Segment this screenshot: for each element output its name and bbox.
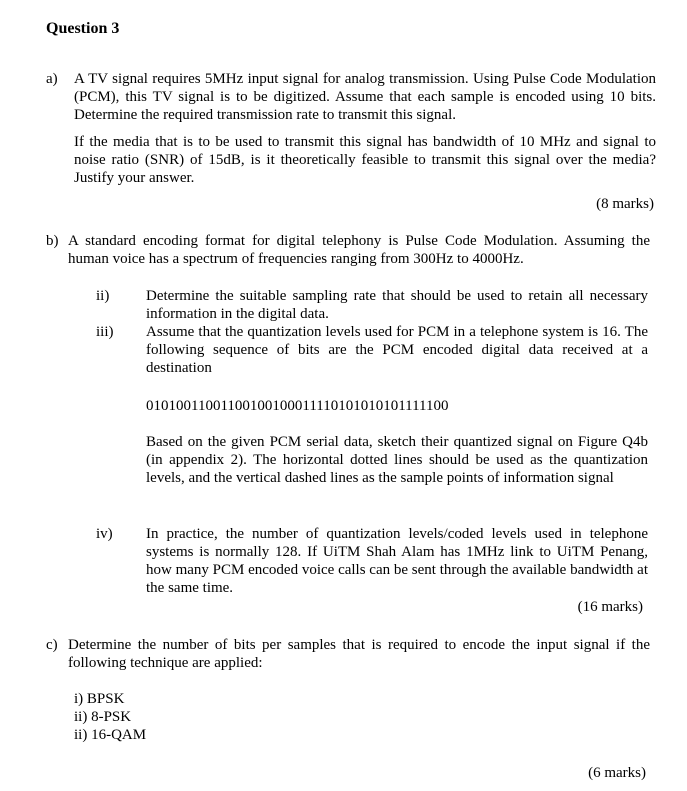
part-c-label: c) [46,637,58,653]
part-b-marks: (16 marks) [577,599,643,615]
part-c-option-bpsk: i) BPSK [74,691,125,707]
part-a-paragraph-2: If the media that is to be used to transmit this signal has bandwidth of 10 MHz and signal to noise ratio (SNR) of 15dB, is it theoretically feasible to transmit this signal over the media? Justify your answer. [74,134,656,186]
part-c-option-8psk: ii) 8-PSK [74,709,132,725]
part-a-marks: (8 marks) [596,196,654,212]
part-c-marks: (6 marks) [588,765,646,781]
part-b-item-iv-text: In practice, the number of quantization levels/coded levels used in telephone systems is normally 128. If UiTM Shah Alam has 1MHz link to UiTM Penang, how many PCM encoded voice calls can be sent through the available bandwidth at the same time. [146,526,648,596]
part-b-item-iii-text: Assume that the quantization levels used for PCM in a telephone system is 16. The following sequence of bits are the PCM encoded digital data received at a destination [146,324,648,376]
part-b-item-iv-number: iv) [96,526,113,542]
part-c-intro: Determine the number of bits per samples that is required to encode the input signal if the following technique are applied: [68,637,650,671]
part-b-intro: A standard encoding format for digital telephony is Pulse Code Modulation. Assuming the human voice has a spectrum of frequencies ranging from 300Hz to 4000Hz. [68,233,650,267]
part-a-paragraph-1: A TV signal requires 5MHz input signal for analog transmission. Using Pulse Code Modulation (PCM), this TV signal is to be digitized. Assume that each sample is encoded using 10 bits. Determine the required transmission rate to transmit this signal. [74,71,656,123]
part-b-item-ii-text: Determine the suitable sampling rate that should be used to retain all necessary information in the digital data. [146,288,648,322]
part-c-option-16qam: ii) 16-QAM [74,727,147,743]
part-b-item-ii-number: ii) [96,288,110,304]
question-title: Question 3 [46,20,120,37]
part-a-label: a) [46,71,58,87]
part-b-label: b) [46,233,59,249]
pcm-bit-sequence: 01010011001100100100011110101010101111100 [146,398,449,414]
part-b-sketch-instructions: Based on the given PCM serial data, sketch their quantized signal on Figure Q4b (in appendix 2). The horizontal dotted lines should be used as the quantization levels, and the vertical dashed lines as the sample points of information signal [146,434,648,486]
part-b-item-iii-number: iii) [96,324,114,340]
